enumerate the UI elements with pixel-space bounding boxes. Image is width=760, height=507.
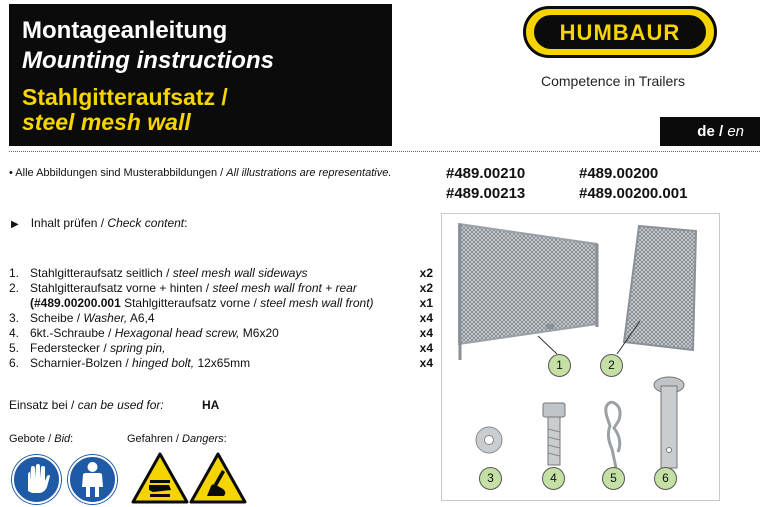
item-text — [30, 311, 155, 326]
lang-en: en — [727, 123, 744, 140]
dangers-de: Gefahren / — [127, 433, 183, 445]
item-de: Scheibe / — [30, 311, 84, 325]
part-number: #489.00213 — [446, 185, 526, 202]
lang-separator: / — [714, 123, 728, 140]
item-number: 1. — [9, 266, 20, 280]
hinged-bolt-part — [654, 377, 684, 468]
item-de: Scharnier-Bolzen / — [30, 356, 133, 370]
item-en: steel mesh wall sideways — [172, 266, 308, 280]
item-text — [30, 296, 374, 311]
item-qty: x2 — [419, 281, 433, 295]
arrow-right-icon: ▶ — [11, 219, 19, 230]
item-text — [30, 266, 307, 281]
callout-5: 5 — [602, 467, 625, 490]
list-item — [9, 296, 433, 311]
item-number: 3. — [9, 311, 20, 325]
item-text — [30, 281, 357, 296]
subtitle-de: Stahlgitteraufsatz / — [22, 84, 228, 110]
item-text — [30, 326, 279, 341]
wear-gloves-icon — [12, 455, 61, 504]
bid-de: Gebote / — [9, 433, 55, 445]
list-item — [9, 311, 433, 326]
item-qty: x4 — [419, 311, 433, 325]
callout-1: 1 — [548, 354, 571, 377]
list-item — [9, 341, 433, 356]
check-de: Inhalt prüfen / — [30, 216, 108, 230]
bid-label — [9, 433, 73, 445]
usage-en: can be used for: — [77, 398, 164, 412]
logo-badge — [534, 15, 706, 49]
item-de: Federstecker / — [30, 341, 111, 355]
title-en: Mounting instructions — [22, 47, 274, 74]
part-number: #489.00210 — [446, 165, 526, 182]
item-number: 6. — [9, 356, 20, 370]
list-item — [9, 266, 433, 281]
item-prefix: (#489.00200.001 — [30, 296, 121, 310]
check-colon: : — [184, 216, 188, 230]
dangers-label — [127, 433, 227, 445]
item-qty: x2 — [419, 266, 433, 280]
item-extra: 12x65mm — [194, 356, 251, 370]
hex-screw-part — [543, 403, 565, 465]
divider — [9, 151, 760, 152]
title-de: Montageanleitung — [22, 17, 228, 44]
spring-pin-part — [606, 402, 620, 468]
item-de: Stahlgitteraufsatz vorne + hinten / — [30, 281, 213, 295]
check-content — [11, 216, 187, 230]
item-en: steel mesh wall front) — [260, 296, 374, 310]
callout-6: 6 — [654, 467, 677, 490]
item-qty: x4 — [419, 326, 433, 340]
callout-3: 3 — [479, 467, 502, 490]
usage-value: HA — [202, 398, 220, 412]
part-number: #489.00200 — [579, 165, 659, 182]
dangers-colon: : — [223, 433, 227, 445]
callout-2: 2 — [600, 354, 623, 377]
brand-logo — [523, 6, 717, 58]
list-item — [9, 356, 433, 371]
hand-injury-warning-icon — [189, 452, 247, 504]
title-block — [9, 4, 392, 146]
list-item — [9, 281, 433, 296]
brand-tagline: Competence in Trailers — [541, 73, 685, 89]
mesh-wall-sideways — [459, 224, 597, 360]
wear-protective-clothing-icon — [68, 455, 117, 504]
subtitle-en: steel mesh wall — [22, 109, 191, 135]
item-qty: x4 — [419, 341, 433, 355]
item-extra: M6x20 — [239, 326, 279, 340]
item-en: Hexagonal head screw, — [114, 326, 240, 340]
logo-text: HUMBAUR — [559, 20, 681, 45]
item-en: Washer, — [83, 311, 128, 325]
item-extra: A6,4 — [127, 311, 155, 325]
note-en: All illustrations are representative. — [226, 167, 392, 179]
item-qty: x1 — [419, 296, 433, 310]
bid-en: Bid — [54, 433, 71, 445]
note-de: • Alle Abbildungen sind Musterabbildungen / — [9, 167, 227, 179]
check-en: Check content — [107, 216, 185, 230]
item-en: hinged bolt, — [132, 356, 195, 370]
list-item — [9, 326, 433, 341]
illustration-note — [9, 167, 391, 179]
parts-list — [9, 266, 433, 371]
lang-de: de — [697, 123, 715, 140]
item-text — [30, 341, 165, 356]
usage-de: Einsatz bei / — [9, 398, 78, 412]
item-qty: x4 — [419, 356, 433, 370]
item-number: 5. — [9, 341, 20, 355]
item-en: spring pin, — [110, 341, 166, 355]
usage-label — [9, 398, 164, 412]
item-number: 4. — [9, 326, 20, 340]
item-number: 2. — [9, 281, 20, 295]
mesh-wall-front-rear — [617, 226, 696, 354]
item-de: Stahlgitteraufsatz vorne / — [120, 296, 261, 310]
washer-part — [476, 427, 502, 453]
item-en: steel mesh wall front + rear — [212, 281, 357, 295]
hand-crush-warning-icon — [131, 452, 189, 504]
part-number: #489.00200.001 — [579, 185, 688, 202]
item-de: Stahlgitteraufsatz seitlich / — [30, 266, 173, 280]
parts-drawing — [442, 214, 721, 502]
item-text — [30, 356, 250, 371]
dangers-en: Dangers — [182, 433, 224, 445]
bid-colon: : — [70, 433, 74, 445]
parts-illustration — [441, 213, 720, 501]
callout-4: 4 — [542, 467, 565, 490]
language-indicator — [660, 117, 760, 146]
item-de: 6kt.-Schraube / — [30, 326, 115, 340]
